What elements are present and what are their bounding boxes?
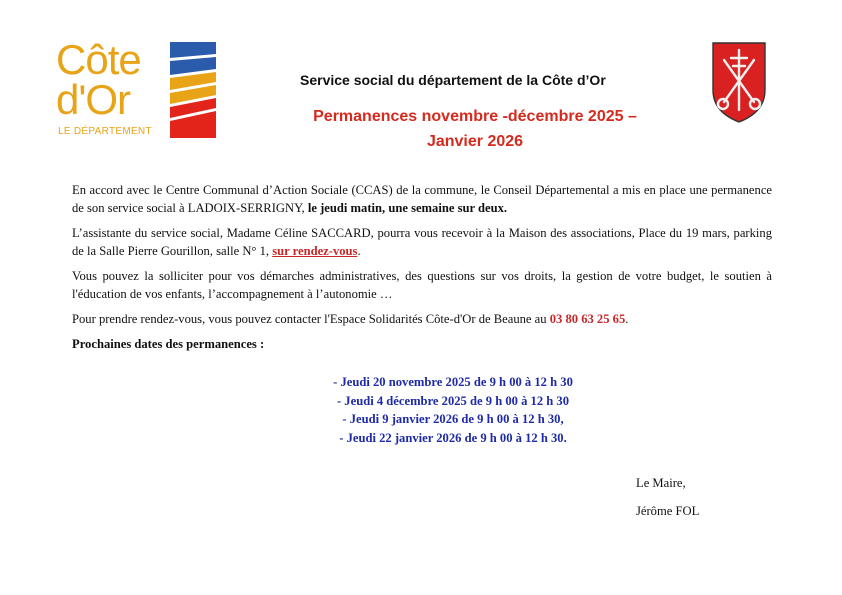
paragraph-services-text: Vous pouvez la solliciter pour vos démarches administratives, des questions sur vos droits, la gestion de votre budget, le soutien à l'éducation de vos enfants, l’accompagnement à l’autonomie … (72, 269, 772, 301)
logo-line-1: Côte (56, 36, 141, 83)
permanences-title (290, 104, 660, 154)
paragraph-assistant-text: L’assistante du service social, Madame Céline SACCARD, pourra vous recevoir à la Maison des associations, Place du 19 mars, parking de la Salle Pierre Gourillon, salle N° 1, (72, 226, 772, 258)
paragraph-contact-text: Pour prendre rendez-vous, vous pouvez contacter l'Espace Solidarités Côte-d'Or de Beaune au (72, 312, 550, 326)
date-item: - Jeudi 20 novembre 2025 de 9 h 00 à 12 h 30 (333, 375, 573, 389)
paragraph-assistant (72, 224, 772, 260)
schedule-emphasis: le jeudi matin, une semaine sur deux. (307, 201, 508, 215)
service-title: Service social du département de la Côte d’Or (300, 72, 606, 88)
date-item: - Jeudi 9 janvier 2026 de 9 h 00 à 12 h 30, (342, 412, 564, 426)
signature-role: Le Maire, (636, 476, 686, 490)
paragraph-services (72, 267, 772, 303)
town-crest-icon (710, 40, 768, 124)
date-item: - Jeudi 4 décembre 2025 de 9 h 00 à 12 h 30 (336, 393, 570, 408)
date-item: - Jeudi 22 janvier 2026 de 9 h 00 à 12 h 30. (339, 430, 567, 445)
paragraph-ccas-text: En accord avec le Centre Communal d’Action Sociale (CCAS) de la commune, le Conseil Départemental a mis en place une permanence de son service social à LADOIX-SERRIGNY, (72, 183, 772, 215)
signature-name: Jérôme FOL (636, 504, 700, 518)
phone-number: 03 80 63 25 65 (549, 312, 626, 326)
paragraph-contact (72, 310, 772, 328)
permanences-title-line-1: Permanences novembre -décembre 2025 – (313, 108, 637, 125)
logo-line-2: d'Or (56, 76, 131, 123)
departement-logo (56, 36, 221, 142)
paragraph-contact-end: . (625, 312, 629, 326)
paragraph-ccas (72, 181, 772, 217)
logo-subtitle: LE DÉPARTEMENT (58, 126, 152, 137)
dates-heading: Prochaines dates des permanences : (72, 337, 265, 351)
paragraph-assistant-end: . (357, 244, 361, 258)
dates-list (260, 373, 646, 447)
logo-flag-icon (166, 42, 220, 138)
signature-block (636, 474, 699, 520)
appointment-emphasis: sur rendez-vous (272, 244, 358, 258)
notice-body (72, 181, 772, 360)
permanences-title-line-2: Janvier 2026 (426, 133, 524, 150)
